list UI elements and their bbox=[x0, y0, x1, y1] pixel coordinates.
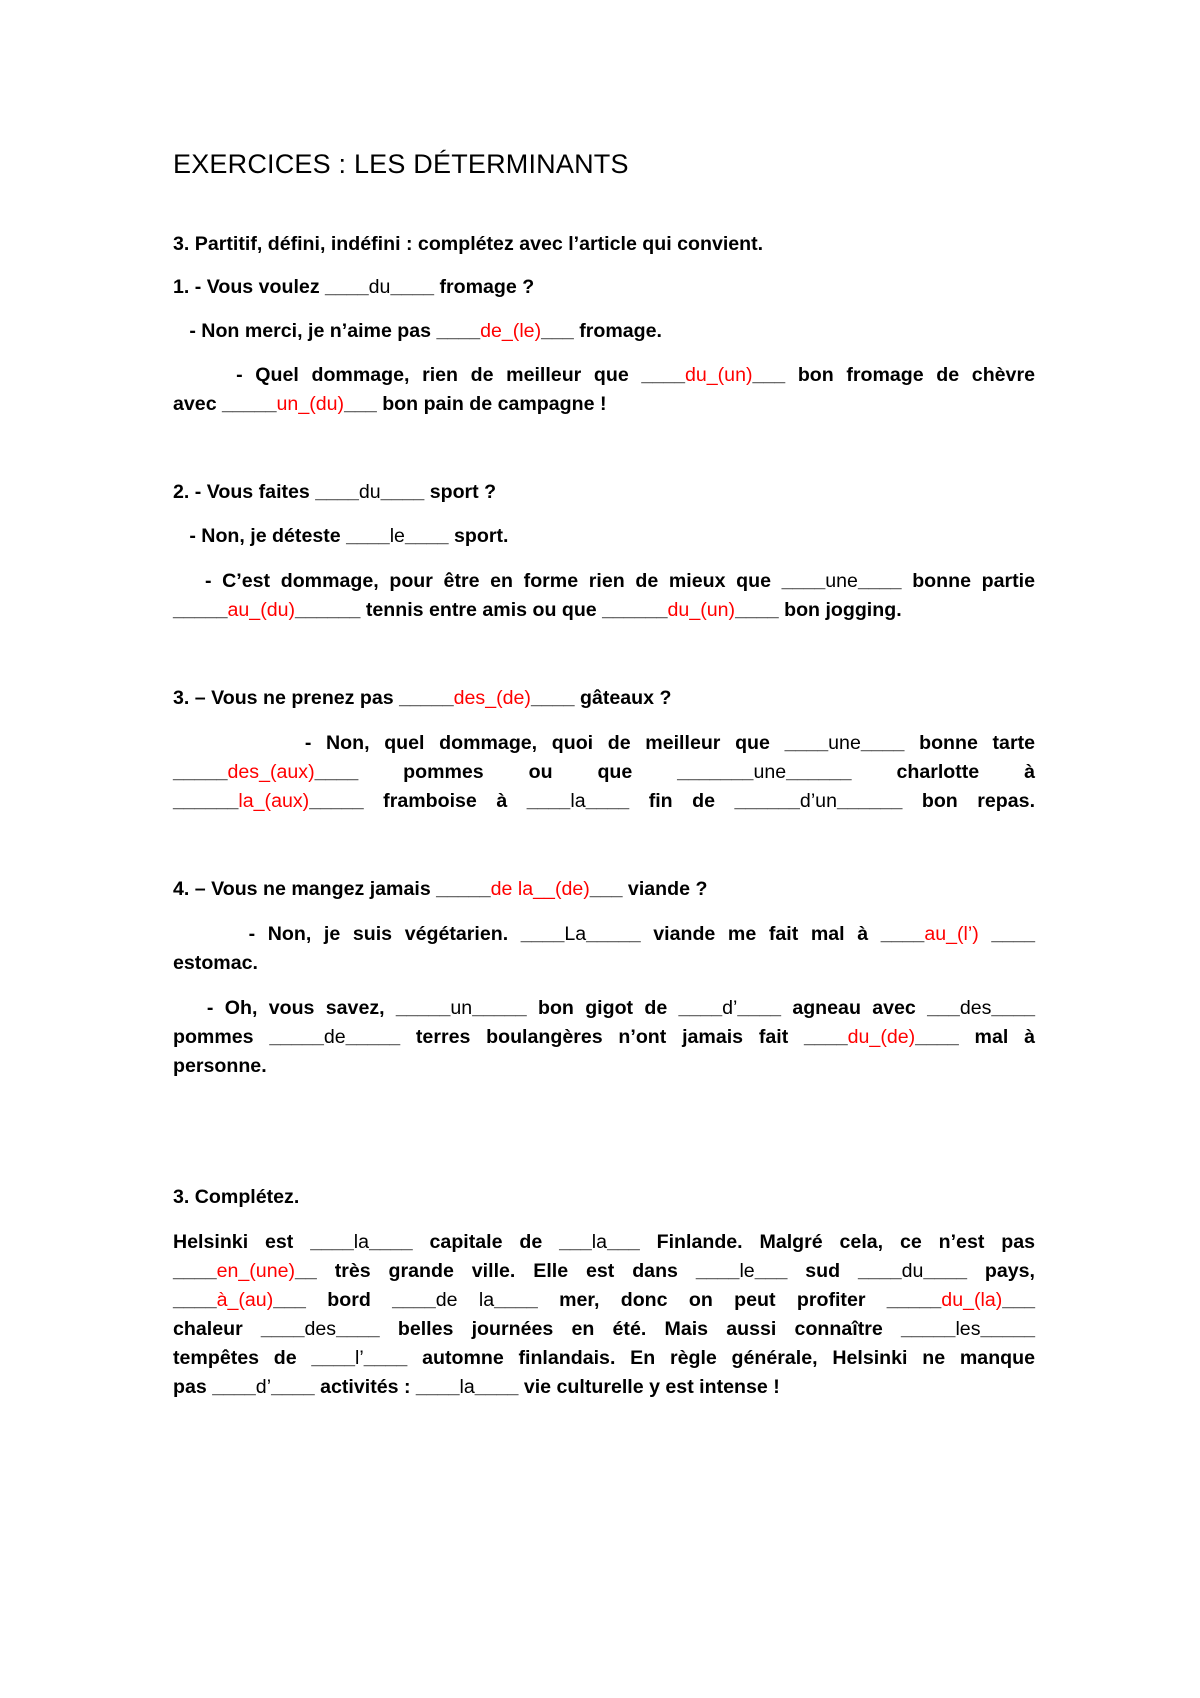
prompt-text: - Oh, vous savez, _____ bbox=[173, 997, 451, 1019]
text-line bbox=[173, 1050, 1035, 1082]
prompt-text: ___ sud ____ bbox=[754, 1260, 902, 1282]
prompt-text: ____ mal à bbox=[915, 1026, 1035, 1048]
prompt-text: 1. - Vous voulez ____ bbox=[173, 276, 369, 298]
prompt-text: ___ bbox=[1002, 1289, 1035, 1311]
prompt-text: ____ agneau avec ___ bbox=[737, 997, 960, 1019]
answer: du bbox=[901, 1260, 924, 1282]
prompt-text: __ très grande ville. Elle est dans ____ bbox=[295, 1260, 740, 1282]
prompt-text: _____ bbox=[980, 1318, 1035, 1340]
answer: de la bbox=[435, 1289, 495, 1311]
prompt-text: ____ bonne partie bbox=[857, 570, 1035, 592]
answer: une bbox=[753, 761, 787, 783]
prompt-text: ___ bord ____ bbox=[273, 1289, 436, 1311]
text-line bbox=[173, 359, 1035, 391]
text-line bbox=[173, 1255, 1035, 1287]
answer: l’ bbox=[355, 1347, 364, 1369]
prompt-text: - Non, je déteste ____ bbox=[173, 525, 390, 547]
text-line bbox=[173, 1371, 1035, 1403]
prompt-text: _____ bon gigot de ____ bbox=[472, 997, 723, 1019]
prompt-text: ___ fromage. bbox=[541, 320, 662, 342]
prompt-text: ______ charlotte à bbox=[786, 761, 1035, 783]
text-line bbox=[173, 594, 1035, 626]
prompt-text: _____ bbox=[173, 761, 228, 783]
prompt-text: 4. – Vous ne mangez jamais _____ bbox=[173, 878, 491, 900]
text-line bbox=[173, 228, 1035, 260]
prompt-text: ____ sport ? bbox=[380, 481, 497, 503]
prompt-text: Helsinki est ____ bbox=[173, 1231, 354, 1253]
prompt-text: ___ bon pain de campagne ! bbox=[344, 393, 607, 415]
prompt-text: - C’est dommage, pour être en forme rien de mieux que ____ bbox=[173, 570, 826, 592]
answer: d’un bbox=[799, 790, 837, 812]
prompt-text: ____ bbox=[991, 997, 1036, 1019]
answer-red: de la__(de) bbox=[490, 878, 590, 900]
prompt-text: _____ framboise à ____ bbox=[309, 790, 571, 812]
prompt-text: 3. Partitif, défini, indéfini : complétez avec l’article qui convient. bbox=[173, 233, 764, 255]
answer: les bbox=[955, 1318, 981, 1340]
text-line bbox=[173, 1181, 1035, 1213]
answer-red: la_(aux) bbox=[238, 790, 310, 812]
prompt-text: ____ bbox=[173, 1260, 217, 1282]
answer-red: des_(aux) bbox=[227, 761, 315, 783]
answer: une bbox=[828, 732, 861, 754]
prompt-text: ____ fin de ______ bbox=[585, 790, 800, 812]
prompt-text: ____ activités : ____ bbox=[271, 1376, 460, 1398]
prompt-text: ____ bbox=[978, 923, 1035, 945]
prompt-text: avec _____ bbox=[173, 393, 277, 415]
prompt-text: ___ bon fromage de chèvre bbox=[752, 364, 1035, 386]
answer: la bbox=[570, 790, 586, 812]
prompt-text: estomac. bbox=[173, 952, 258, 974]
answer-red: un_(du) bbox=[276, 393, 345, 415]
text-line bbox=[173, 476, 1035, 508]
answer-red: des_(de) bbox=[453, 687, 531, 709]
text-line bbox=[173, 918, 1035, 950]
text-line bbox=[173, 388, 1035, 420]
text-line bbox=[173, 1313, 1035, 1345]
answer-red: du_(de) bbox=[847, 1026, 916, 1048]
answer: la bbox=[591, 1231, 608, 1253]
prompt-text: ___ viande ? bbox=[589, 878, 708, 900]
text-line bbox=[173, 1021, 1035, 1053]
text-line bbox=[173, 1342, 1035, 1374]
prompt-text: ______ bon repas. bbox=[836, 790, 1036, 812]
answer: un bbox=[450, 997, 473, 1019]
answer-red: en_(une) bbox=[216, 1260, 296, 1282]
answer: d’ bbox=[255, 1376, 272, 1398]
prompt-text: - Quel dommage, rien de meilleur que ____ bbox=[173, 364, 685, 386]
prompt-text: ___ Finlande. Malgré cela, ce n’est pas bbox=[607, 1231, 1036, 1253]
prompt-text: ____ sport. bbox=[404, 525, 509, 547]
prompt-text: ____ bonne tarte bbox=[860, 732, 1035, 754]
answer: une bbox=[825, 570, 858, 592]
text-line bbox=[173, 785, 1035, 817]
answer: la bbox=[353, 1231, 370, 1253]
text-line bbox=[173, 520, 1035, 552]
answer: des bbox=[959, 997, 992, 1019]
prompt-text: - Non, je suis végétarien. ____ bbox=[173, 923, 565, 945]
prompt-text: ____ pays, bbox=[923, 1260, 1035, 1282]
text-line bbox=[173, 271, 1035, 303]
text-line bbox=[173, 873, 1035, 905]
text-line bbox=[173, 682, 1035, 714]
prompt-text: 3. – Vous ne prenez pas _____ bbox=[173, 687, 454, 709]
text-line bbox=[173, 565, 1035, 597]
text-line bbox=[173, 727, 1035, 759]
prompt-text: pas ____ bbox=[173, 1376, 256, 1398]
prompt-text: 3. Complétez. bbox=[173, 1186, 300, 1208]
prompt-text: tempêtes de ____ bbox=[173, 1347, 356, 1369]
answer-red: à_(au) bbox=[216, 1289, 274, 1311]
text-line bbox=[173, 315, 1035, 347]
answer-red: au_(l’) bbox=[924, 923, 979, 945]
prompt-text: _____ terres boulangères n’ont jamais fait ____ bbox=[345, 1026, 848, 1048]
prompt-text: ____ bbox=[173, 1289, 217, 1311]
prompt-text: ____ belles journées en été. Mais aussi connaître _____ bbox=[336, 1318, 956, 1340]
prompt-text: ____ gâteaux ? bbox=[530, 687, 672, 709]
prompt-text: chaleur ____ bbox=[173, 1318, 305, 1340]
prompt-text: _____ bbox=[173, 599, 228, 621]
answer: le bbox=[739, 1260, 755, 1282]
prompt-text: ______ tennis entre amis ou que ______ bbox=[295, 599, 668, 621]
answer-red: du_(la) bbox=[941, 1289, 1003, 1311]
prompt-text: ____ automne finlandais. En règle générale, Helsinki ne manque bbox=[363, 1347, 1035, 1369]
prompt-text: 2. - Vous faites ____ bbox=[173, 481, 359, 503]
prompt-text: ____ bon jogging. bbox=[735, 599, 902, 621]
prompt-text: ____ pommes ou que _______ bbox=[314, 761, 754, 783]
answer-red: du_(un) bbox=[667, 599, 736, 621]
prompt-text: ______ bbox=[173, 790, 239, 812]
text-line bbox=[173, 947, 1035, 979]
prompt-text: pommes _____ bbox=[173, 1026, 324, 1048]
prompt-text: ____ fromage ? bbox=[390, 276, 535, 298]
prompt-text: ____ vie culturelle y est intense ! bbox=[474, 1376, 780, 1398]
prompt-text: ____ mer, donc on peut profiter _____ bbox=[494, 1289, 942, 1311]
answer-red: du_(un) bbox=[684, 364, 753, 386]
answer: la bbox=[459, 1376, 475, 1398]
answer-red: au_(du) bbox=[227, 599, 296, 621]
answer: du bbox=[358, 481, 381, 503]
prompt-text: - Non, quel dommage, quoi de meilleur que ____ bbox=[173, 732, 829, 754]
text-line bbox=[173, 756, 1035, 788]
answer: de bbox=[323, 1026, 346, 1048]
prompt-text: ____ capitale de ___ bbox=[369, 1231, 592, 1253]
page-title: EXERCICES : LES DÉTERMINANTS bbox=[173, 149, 629, 179]
text-line bbox=[173, 1226, 1035, 1258]
prompt-text: - Non merci, je n’aime pas ____ bbox=[173, 320, 481, 342]
answer: d’ bbox=[722, 997, 738, 1019]
answer: La bbox=[564, 923, 587, 945]
answer-red: de_(le) bbox=[480, 320, 542, 342]
text-line bbox=[173, 992, 1035, 1024]
prompt-text: _____ viande me fait mal à ____ bbox=[586, 923, 925, 945]
answer: des bbox=[304, 1318, 337, 1340]
answer: le bbox=[389, 525, 405, 547]
answer: du bbox=[368, 276, 391, 298]
text-line bbox=[173, 1284, 1035, 1316]
prompt-text: personne. bbox=[173, 1055, 267, 1077]
